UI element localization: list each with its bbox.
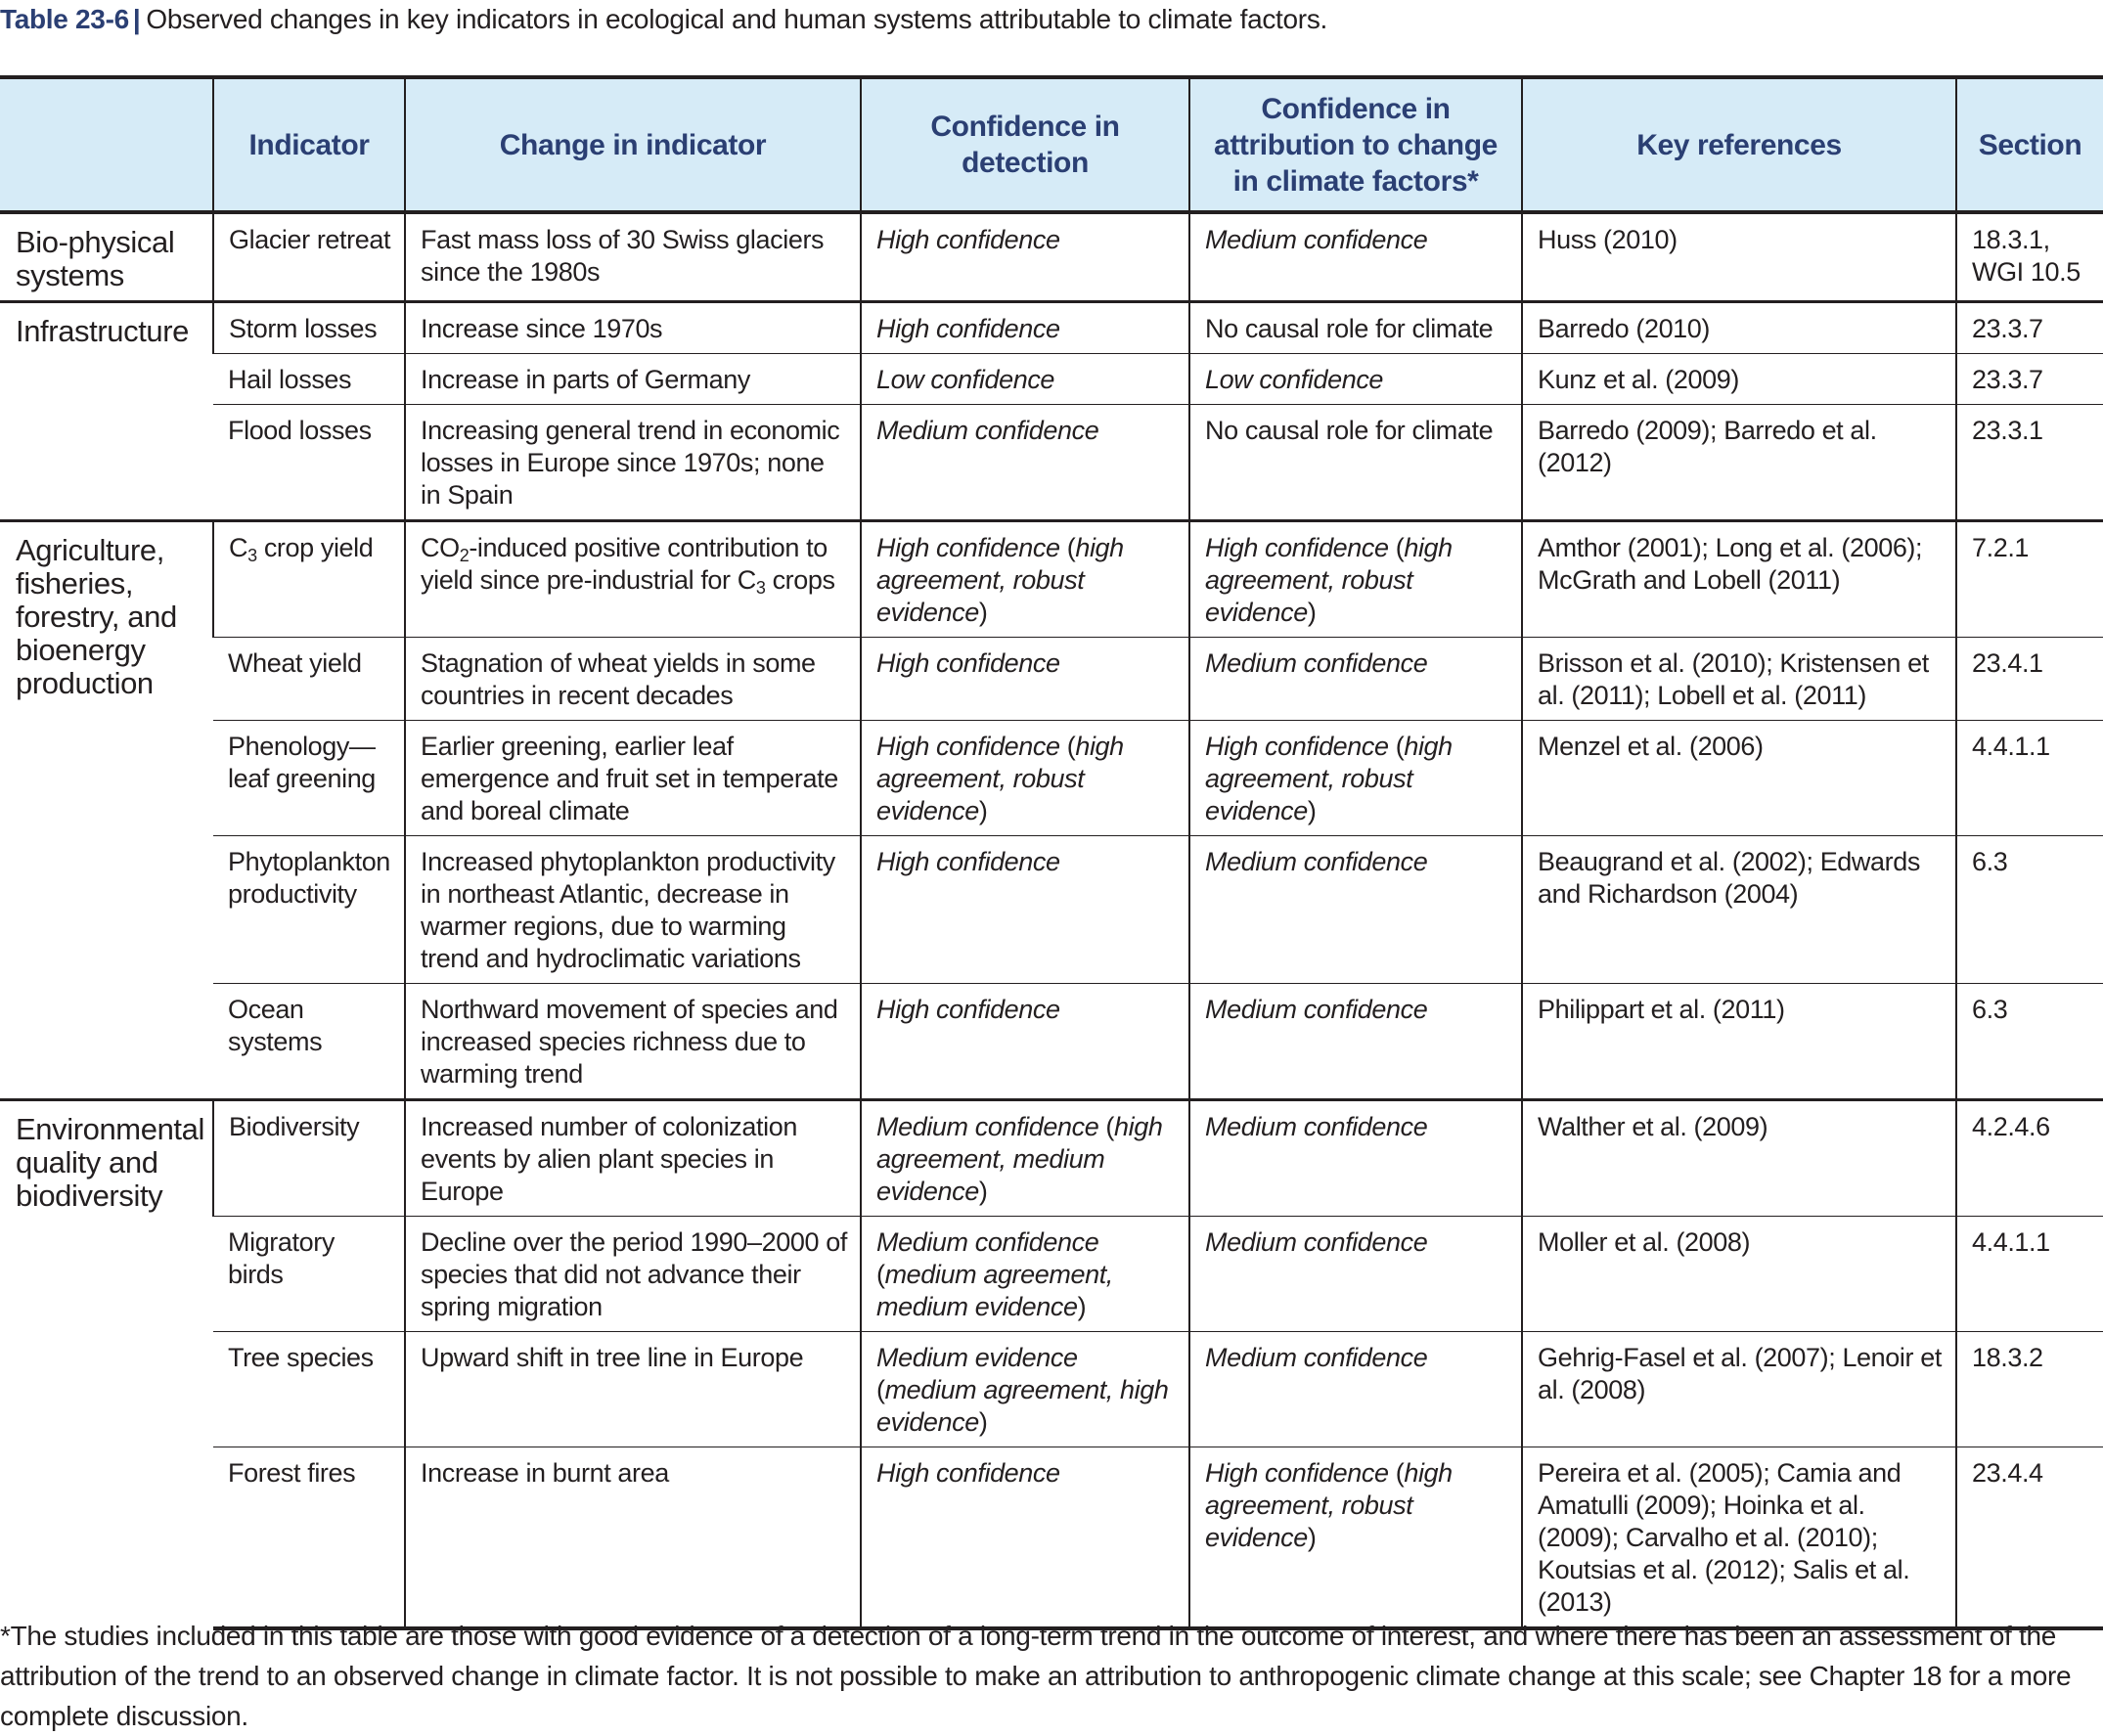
indicator-cell: Biodiversity [213, 1100, 405, 1217]
indicator-cell: $C_3$ crop yield [213, 521, 405, 638]
change-cell: Northward movement of species and increased species richness due to warming trend [405, 984, 861, 1100]
detection-cell: Medium confidence (medium agreement, medium evidence) [861, 1217, 1189, 1332]
table-footnote: *The studies included in this table are those with good evidence of a detection of a long-term trend in the outcome of interest, and where there has been an assessment of the attribution of the trend to an observed change in climate factor. It is not possible to make an attribution to anthropogenic climate change at this scale; see Chapter 18 for a more complete discussion. [0, 1621, 2072, 1731]
category-cell: Environmental quality and biodiversity [0, 1100, 213, 1629]
change-cell: Decline over the period 1990–2000 of species that did not advance their spring migration [405, 1217, 861, 1332]
category-cell: Bio-physical systems [0, 212, 213, 302]
change-cell: Increase in parts of Germany [405, 354, 861, 405]
table-row [0, 1332, 2103, 1447]
indicator-cell: Glacier retreat [213, 212, 405, 302]
detection-cell: High confidence [861, 836, 1189, 984]
section-cell: 4.4.1.1 [1956, 1217, 2103, 1332]
detection-cell: Low confidence [861, 354, 1189, 405]
header-change: Change in indicator [405, 77, 861, 212]
header-section: Section [1956, 77, 2103, 212]
detection-cell: High confidence [861, 984, 1189, 1100]
change-cell: Upward shift in tree line in Europe [405, 1332, 861, 1447]
references-cell: Amthor (2001); Long et al. (2006); McGrath and Lobell (2011) [1522, 521, 1956, 638]
header-row [0, 77, 2103, 212]
category-cell: Infrastructure [0, 302, 213, 521]
section-cell: 23.4.1 [1956, 638, 2103, 721]
change-cell: Earlier greening, earlier leaf emergence and fruit set in temperate and boreal climate [405, 721, 861, 836]
attribution-cell: Medium confidence [1189, 836, 1522, 984]
section-cell: 23.3.7 [1956, 302, 2103, 354]
attribution-cell: Medium confidence [1189, 1332, 1522, 1447]
detection-cell: High confidence [861, 212, 1189, 302]
detection-cell: Medium evidence (medium agreement, high evidence) [861, 1332, 1189, 1447]
detection-cell: High confidence (high agreement, robust evidence) [861, 521, 1189, 638]
detection-cell: High confidence [861, 302, 1189, 354]
header-references: Key references [1522, 77, 1956, 212]
change-cell: Increasing general trend in economic losses in Europe since 1970s; none in Spain [405, 405, 861, 521]
change-cell: Fast mass loss of 30 Swiss glaciers since the 1980s [405, 212, 861, 302]
section-cell: 4.2.4.6 [1956, 1100, 2103, 1217]
table-row [0, 405, 2103, 521]
attribution-cell: High confidence (high agreement, robust evidence) [1189, 521, 1522, 638]
section-cell: 7.2.1 [1956, 521, 2103, 638]
table-row [0, 302, 2103, 354]
attribution-cell: No causal role for climate [1189, 405, 1522, 521]
attribution-cell: No causal role for climate [1189, 302, 1522, 354]
attribution-cell: Medium confidence [1189, 984, 1522, 1100]
indicator-cell: Tree species [213, 1332, 405, 1447]
section-cell: 18.3.2 [1956, 1332, 2103, 1447]
references-cell: Philippart et al. (2011) [1522, 984, 1956, 1100]
table-row [0, 212, 2103, 302]
change-cell: Increase since 1970s [405, 302, 861, 354]
header-indicator: Indicator [213, 77, 405, 212]
section-cell: 6.3 [1956, 836, 2103, 984]
references-cell: Menzel et al. (2006) [1522, 721, 1956, 836]
indicators-table [0, 75, 2103, 1630]
indicator-cell: Ocean systems [213, 984, 405, 1100]
table-row [0, 521, 2103, 638]
attribution-cell: High confidence (high agreement, robust evidence) [1189, 721, 1522, 836]
indicator-cell: Storm losses [213, 302, 405, 354]
references-cell: Pereira et al. (2005); Camia and Amatulli (2009); Hoinka et al. (2009); Carvalho et al. (2010); Koutsias et al. (2012); Salis et al. (2013) [1522, 1447, 1956, 1629]
detection-cell: High confidence [861, 1447, 1189, 1629]
table-row [0, 354, 2103, 405]
detection-cell: High confidence (high agreement, robust evidence) [861, 721, 1189, 836]
section-cell: 4.4.1.1 [1956, 721, 2103, 836]
attribution-cell: Medium confidence [1189, 638, 1522, 721]
attribution-cell: Medium confidence [1189, 1217, 1522, 1332]
detection-cell: Medium confidence [861, 405, 1189, 521]
references-cell: Barredo (2009); Barredo et al. (2012) [1522, 405, 1956, 521]
table-row [0, 836, 2103, 984]
table-row [0, 1447, 2103, 1629]
table-row [0, 638, 2103, 721]
section-cell: 6.3 [1956, 984, 2103, 1100]
indicator-cell: Wheat yield [213, 638, 405, 721]
header-detection: Confidence in detection [861, 77, 1189, 212]
section-cell: 18.3.1, WGI 10.5 [1956, 212, 2103, 302]
change-cell: $CO_2$-induced positive contribution to yield since pre-industrial for $C_3$ crops [405, 521, 861, 638]
change-cell: Increased phytoplankton productivity in northeast Atlantic, decrease in warmer regions, due to warming trend and hydroclimatic variations [405, 836, 861, 984]
category-cell: Agriculture, fisheries, forestry, and bioenergy production [0, 521, 213, 1100]
references-cell: Brisson et al. (2010); Kristensen et al. (2011); Lobell et al. (2011) [1522, 638, 1956, 721]
attribution-cell: High confidence (high agreement, robust evidence) [1189, 1447, 1522, 1629]
indicator-cell: Migratory birds [213, 1217, 405, 1332]
detection-cell: Medium confidence (high agreement, medium evidence) [861, 1100, 1189, 1217]
table-row [0, 1217, 2103, 1332]
header-category [0, 77, 213, 212]
references-cell: Moller et al. (2008) [1522, 1217, 1956, 1332]
indicator-cell: Flood losses [213, 405, 405, 521]
table-row [0, 1100, 2103, 1217]
section-cell: 23.3.1 [1956, 405, 2103, 521]
references-cell: Beaugrand et al. (2002); Edwards and Richardson (2004) [1522, 836, 1956, 984]
references-cell: Gehrig-Fasel et al. (2007); Lenoir et al. (2008) [1522, 1332, 1956, 1447]
table-row [0, 721, 2103, 836]
header-attribution: Confidence in attribution to change in climate factors* [1189, 77, 1522, 212]
section-cell: 23.4.4 [1956, 1447, 2103, 1629]
caption-separator: | [132, 4, 141, 34]
change-cell: Increased number of colonization events by alien plant species in Europe [405, 1100, 861, 1217]
indicator-cell: Phenology—leaf greening [213, 721, 405, 836]
attribution-cell: Low confidence [1189, 354, 1522, 405]
references-cell: Barredo (2010) [1522, 302, 1956, 354]
detection-cell: High confidence [861, 638, 1189, 721]
caption-text: Observed changes in key indicators in ecological and human systems attributable to climate factors. [146, 4, 1328, 34]
indicator-cell: Hail losses [213, 354, 405, 405]
references-cell: Kunz et al. (2009) [1522, 354, 1956, 405]
change-cell: Increase in burnt area [405, 1447, 861, 1629]
table-number: Table 23-6 [0, 4, 129, 34]
references-cell: Walther et al. (2009) [1522, 1100, 1956, 1217]
attribution-cell: Medium confidence [1189, 1100, 1522, 1217]
change-cell: Stagnation of wheat yields in some countries in recent decades [405, 638, 861, 721]
indicator-cell: Phytoplankton productivity [213, 836, 405, 984]
attribution-cell: Medium confidence [1189, 212, 1522, 302]
section-cell: 23.3.7 [1956, 354, 2103, 405]
table-caption [0, 2, 2103, 37]
indicator-cell: Forest fires [213, 1447, 405, 1629]
table-row [0, 984, 2103, 1100]
references-cell: Huss (2010) [1522, 212, 1956, 302]
